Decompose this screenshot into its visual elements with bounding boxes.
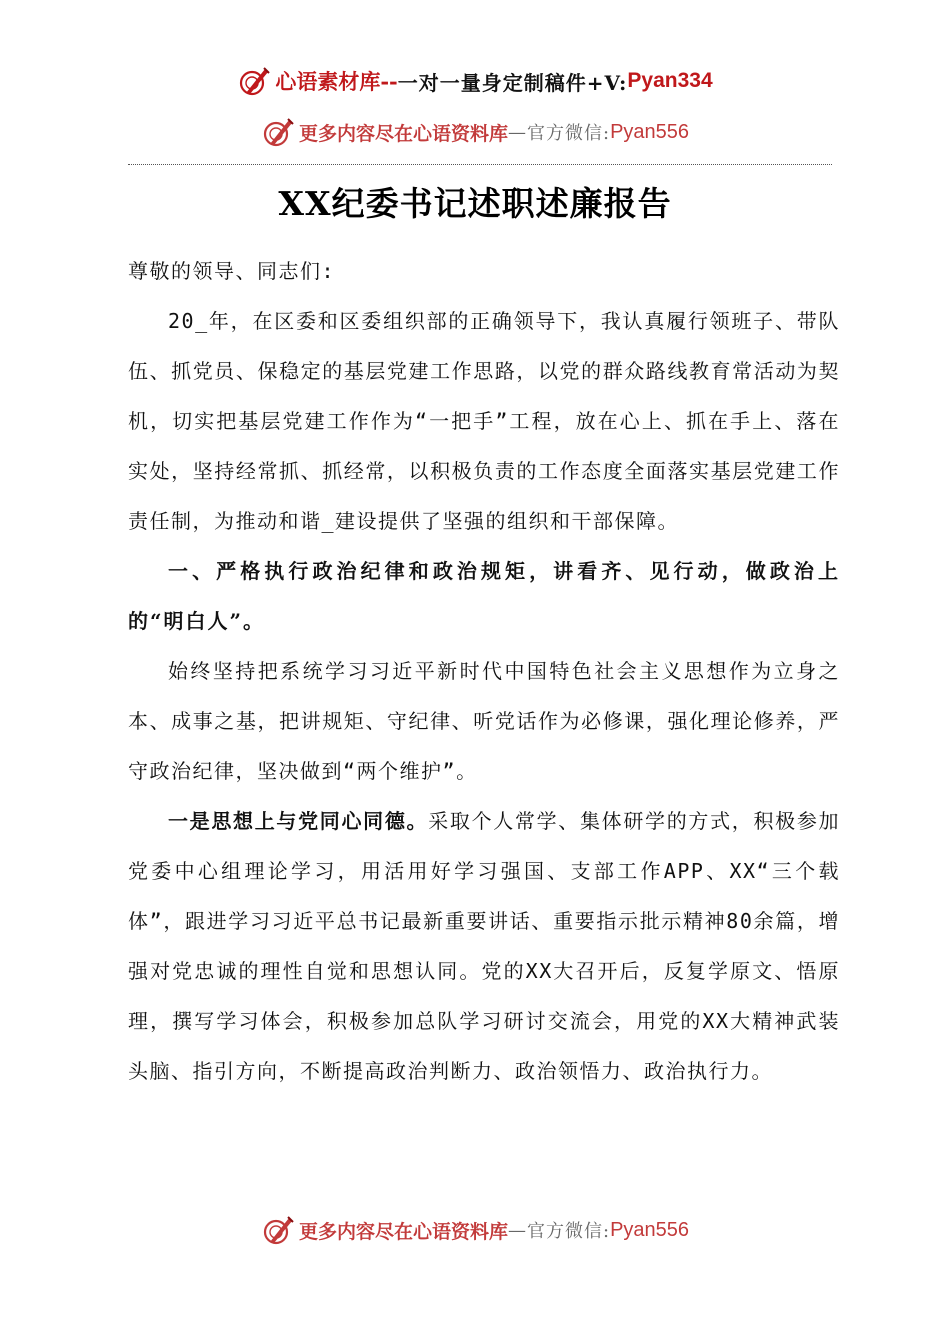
quill-pen-logo-icon <box>261 115 295 149</box>
paragraph-lead: 一是思想上与党同心同德。 <box>168 809 429 833</box>
footer-wechat-label: 官方微信: <box>526 1221 611 1242</box>
paragraph-body: 采取个人常学、集体研学的方式，积极参加党委中心组理论学习，用活用好学习强国、支部工作APP、XX“三个载体”，跟进学习习近平总书记最新重要讲话、重要指示批示精神80余篇，增强对党忠诚的理性自觉和思想认同。党的XX大召开后，反复学原文、悟原理，撰写学习体会，积极参加总队学习研讨交流会，用党的XX大精神武装头脑、指引方向，不断提高政治判断力、政治领悟力、政治执行力。 <box>128 809 841 1083</box>
paragraph: 始终坚持把系统学习习近平新时代中国特色社会主义思想作为立身之本、成事之基，把讲规矩、守纪律、听党话作为必修课，强化理论修养，严守政治纪律，坚决做到“两个维护”。 <box>128 659 840 783</box>
promo-separator: — <box>507 121 527 143</box>
footer-promo-text: 更多内容尽在心语资料库 <box>298 1220 508 1243</box>
paragraph <box>128 796 840 1096</box>
promo-text: 更多内容尽在心语资料库 <box>298 122 508 145</box>
salutation: 尊敬的领导、同志们: <box>128 259 336 283</box>
footer-separator: — <box>507 1219 527 1241</box>
contact-id: Pyan334 <box>627 69 713 92</box>
promo-banner <box>0 114 950 150</box>
wechat-id: Pyan556 <box>610 120 690 143</box>
quill-pen-logo-icon <box>261 1213 295 1247</box>
brand-name: 心语素材库-- <box>275 69 398 94</box>
service-text: 一对一量身定制稿件+V: <box>397 70 628 95</box>
section-heading: 一、严格执行政治纪律和政治规矩，讲看齐、见行动，做政治上的“明白人”。 <box>128 559 840 633</box>
quill-pen-logo-icon <box>237 64 271 98</box>
footer-wechat-id: Pyan556 <box>610 1218 690 1241</box>
header-divider <box>128 164 832 165</box>
document-body <box>128 246 840 1096</box>
header-banner <box>0 62 950 100</box>
footer-banner <box>0 1212 950 1248</box>
wechat-label: 官方微信: <box>526 123 611 144</box>
document-title: XX纪委书记述职述廉报告 <box>278 184 672 223</box>
paragraph: 20_年，在区委和区委组织部的正确领导下，我认真履行领班子、带队伍、抓党员、保稳定的基层党建工作思路，以党的群众路线教育常活动为契机，切实把基层党建工作作为“一把手”工程，放在心上、抓在手上、落在实处，坚持经常抓、抓经常，以积极负责的工作态度全面落实基层党建工作责任制，为推动和谐_建设提供了坚强的组织和干部保障。 <box>128 309 840 533</box>
